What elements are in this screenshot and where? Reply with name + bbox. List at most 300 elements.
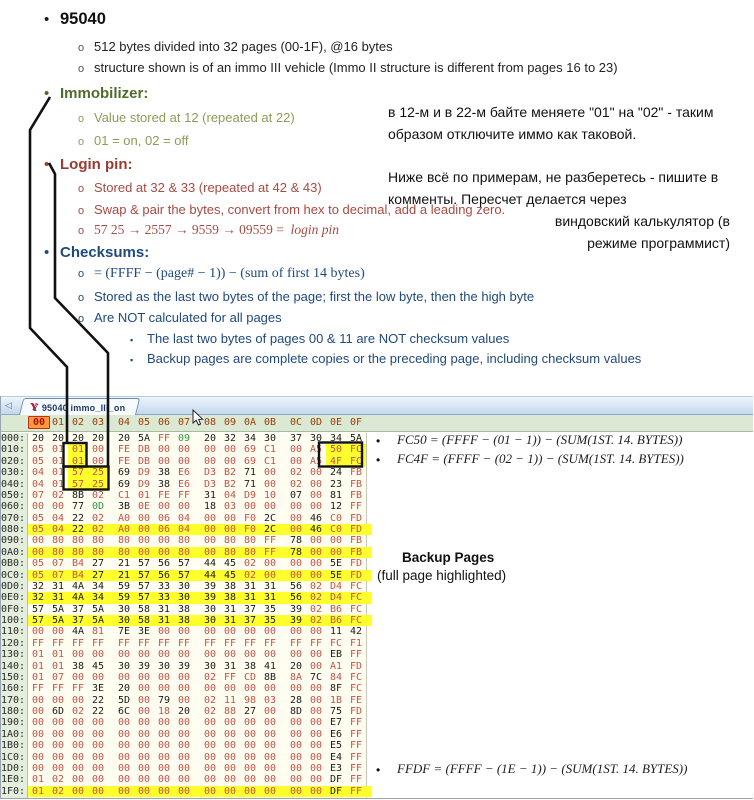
hex-byte[interactable]: 00 [51, 501, 65, 513]
column-header-0E[interactable]: 0E [329, 417, 343, 428]
hex-byte[interactable]: E7 [329, 717, 343, 729]
hex-byte[interactable]: 07 [289, 489, 303, 501]
hex-byte[interactable]: 88 [223, 706, 237, 717]
hex-byte[interactable]: 30 [203, 615, 217, 626]
hex-byte[interactable]: 00 [203, 740, 217, 752]
hex-byte[interactable]: D9 [243, 489, 257, 501]
hex-byte[interactable]: 04 [31, 478, 45, 490]
hex-byte[interactable]: 00 [243, 762, 257, 774]
hex-byte[interactable]: 22 [91, 694, 105, 706]
hex-byte[interactable]: 80 [243, 535, 257, 547]
hex-byte[interactable]: 39 [289, 603, 303, 615]
hex-byte[interactable]: 00 [177, 751, 191, 763]
hex-byte[interactable]: 00 [243, 649, 257, 661]
hex-byte[interactable]: FF [137, 637, 151, 649]
hex-byte[interactable]: 00 [51, 740, 65, 752]
hex-byte[interactable]: F0 [243, 512, 257, 524]
hex-byte[interactable]: 18 [157, 706, 171, 717]
hex-byte[interactable]: 57 [68, 479, 88, 490]
hex-byte[interactable]: 00 [117, 751, 131, 763]
hex-byte[interactable]: 00 [31, 694, 45, 706]
hex-byte[interactable]: D3 [203, 478, 217, 490]
hex-byte[interactable]: 00 [223, 524, 237, 535]
hex-byte[interactable]: 39 [289, 615, 303, 626]
hex-byte[interactable]: 00 [157, 649, 171, 661]
hex-byte[interactable]: 35 [263, 615, 277, 626]
column-header-0A[interactable]: 0A [243, 417, 257, 428]
hex-byte[interactable]: 00 [289, 524, 303, 535]
column-header-05[interactable]: 05 [137, 417, 151, 428]
hex-byte[interactable]: 00 [263, 478, 277, 490]
hex-byte[interactable]: 00 [91, 455, 105, 467]
hex-byte[interactable]: 57 [177, 569, 191, 581]
hex-byte[interactable]: 00 [263, 706, 277, 717]
hex-byte[interactable]: 00 [263, 774, 277, 786]
hex-byte[interactable]: 04 [51, 512, 65, 524]
hex-byte[interactable]: FD [349, 660, 363, 672]
hex-byte[interactable]: 00 [71, 717, 85, 729]
hex-byte[interactable]: 80 [177, 546, 191, 558]
hex-byte[interactable]: E6 [329, 728, 343, 740]
hex-byte[interactable]: 00 [157, 501, 171, 513]
hex-byte[interactable]: 00 [289, 569, 303, 581]
hex-byte[interactable]: 22 [71, 512, 85, 524]
hex-byte[interactable]: 00 [309, 535, 323, 547]
hex-byte[interactable]: 37 [71, 603, 85, 615]
hex-byte[interactable]: 28 [289, 694, 303, 706]
hex-byte[interactable]: 45 [91, 660, 105, 672]
hex-byte[interactable]: FD [349, 569, 363, 581]
hex-byte[interactable]: FC [349, 683, 363, 695]
hex-byte[interactable]: 00 [223, 683, 237, 695]
hex-byte[interactable]: 00 [137, 774, 151, 786]
hex-byte[interactable]: 02 [289, 467, 303, 479]
hex-byte[interactable]: 00 [289, 501, 303, 513]
hex-byte[interactable]: FF [349, 785, 363, 797]
hex-byte[interactable]: 02 [203, 671, 217, 683]
hex-byte[interactable]: 00 [117, 774, 131, 786]
hex-byte[interactable]: 20 [51, 433, 65, 444]
hex-byte[interactable]: FF [349, 762, 363, 774]
hex-byte[interactable]: 39 [203, 592, 217, 604]
hex-byte[interactable]: DB [137, 455, 151, 467]
hex-byte[interactable]: 04 [223, 489, 237, 501]
hex-byte[interactable]: 22 [71, 524, 85, 535]
hex-byte[interactable]: 38 [157, 467, 171, 479]
hex-byte[interactable]: 57 [177, 558, 191, 570]
hex-byte[interactable]: 80 [71, 535, 85, 547]
hex-byte[interactable]: 24 [329, 467, 343, 479]
column-header-04[interactable]: 04 [117, 417, 131, 428]
hex-byte[interactable]: 39 [203, 580, 217, 592]
hex-byte[interactable]: 00 [243, 683, 257, 695]
hex-byte[interactable]: FB [349, 489, 363, 501]
hex-byte[interactable]: B4 [71, 558, 85, 570]
column-header-0D[interactable]: 0D [309, 417, 323, 428]
hex-byte[interactable]: 78 [289, 546, 303, 558]
hex-byte[interactable]: 00 [289, 649, 303, 661]
hex-byte[interactable]: C1 [263, 444, 277, 456]
hex-byte[interactable]: E3 [329, 762, 343, 774]
hex-byte[interactable]: 00 [91, 740, 105, 752]
hex-byte[interactable]: B2 [223, 467, 237, 479]
hex-byte[interactable]: 00 [157, 785, 171, 797]
hex-byte[interactable]: 01 [51, 444, 65, 456]
hex-byte[interactable]: 00 [289, 762, 303, 774]
hex-byte[interactable]: 00 [177, 785, 191, 797]
hex-byte[interactable]: 01 [51, 467, 65, 479]
hex-byte[interactable]: 33 [157, 580, 171, 592]
hex-byte[interactable]: 5A [51, 615, 65, 626]
hex-byte[interactable]: 5A [91, 615, 105, 626]
hex-byte[interactable]: 46 [309, 524, 323, 535]
hex-byte[interactable]: C1 [117, 489, 131, 501]
hex-byte[interactable]: 02 [91, 512, 105, 524]
hex-byte[interactable]: 80 [223, 535, 237, 547]
hex-byte[interactable]: 5E [329, 558, 343, 570]
hex-byte[interactable]: 75 [329, 706, 343, 717]
hex-byte[interactable]: 00 [117, 728, 131, 740]
hex-byte[interactable]: 00 [203, 626, 217, 638]
hex-byte[interactable]: 58 [137, 615, 151, 626]
hex-byte[interactable]: 00 [289, 751, 303, 763]
hex-byte[interactable]: 80 [91, 546, 105, 558]
hex-byte[interactable]: 05 [31, 444, 45, 456]
hex-byte[interactable]: 00 [157, 717, 171, 729]
hex-byte[interactable]: 20 [31, 433, 45, 444]
hex-byte[interactable]: 12 [329, 501, 343, 513]
hex-byte[interactable]: 31 [51, 592, 65, 604]
hex-byte[interactable]: E6 [177, 478, 191, 490]
hex-byte[interactable]: 00 [71, 785, 85, 797]
hex-byte[interactable]: FF [91, 637, 105, 649]
hex-byte[interactable]: 00 [203, 762, 217, 774]
hex-byte[interactable]: 00 [243, 717, 257, 729]
hex-byte[interactable]: 27 [243, 706, 257, 717]
hex-byte[interactable]: 00 [91, 751, 105, 763]
hex-byte[interactable]: 07 [51, 569, 65, 581]
hex-byte[interactable]: 8A [289, 671, 303, 683]
hex-byte[interactable]: FB [349, 478, 363, 490]
hex-byte[interactable]: 25 [88, 467, 108, 478]
hex-byte[interactable]: 03 [223, 501, 237, 513]
hex-byte[interactable]: 00 [203, 524, 217, 535]
hex-byte[interactable]: FF [349, 774, 363, 786]
hex-byte[interactable]: FF [117, 637, 131, 649]
hex-byte[interactable]: 00 [263, 649, 277, 661]
hex-byte[interactable]: B6 [329, 615, 343, 626]
hex-byte[interactable]: 31 [203, 489, 217, 501]
hex-byte[interactable]: FF [223, 671, 237, 683]
hex-byte[interactable]: 30 [203, 660, 217, 672]
hex-byte[interactable]: 38 [177, 615, 191, 626]
hex-byte[interactable]: 00 [289, 774, 303, 786]
hex-byte[interactable]: 00 [289, 626, 303, 638]
hex-byte[interactable]: 01 [51, 649, 65, 661]
hex-byte[interactable]: 77 [71, 501, 85, 513]
hex-byte[interactable]: 0E [137, 501, 151, 513]
hex-byte[interactable]: 07 [51, 558, 65, 570]
hex-byte[interactable]: 31 [263, 580, 277, 592]
hex-byte[interactable]: 00 [309, 774, 323, 786]
hex-byte[interactable]: 00 [157, 740, 171, 752]
hex-byte[interactable]: 2C [263, 524, 277, 535]
hex-byte[interactable]: 00 [31, 751, 45, 763]
hex-byte[interactable]: 39 [177, 660, 191, 672]
hex-byte[interactable]: DF [329, 774, 343, 786]
hex-byte[interactable]: FF [157, 433, 171, 444]
hex-byte[interactable]: EB [329, 649, 343, 661]
hex-byte[interactable]: 00 [203, 774, 217, 786]
hex-byte[interactable]: 00 [223, 455, 237, 467]
hex-byte[interactable]: FC [346, 444, 366, 455]
hex-byte[interactable]: 00 [31, 535, 45, 547]
hex-byte[interactable]: 00 [243, 751, 257, 763]
hex-byte[interactable]: 00 [137, 728, 151, 740]
hex-byte[interactable]: 00 [309, 501, 323, 513]
hex-byte[interactable]: 27 [91, 569, 105, 581]
hex-byte[interactable]: 02 [51, 774, 65, 786]
hex-byte[interactable]: 42 [349, 626, 363, 638]
hex-byte[interactable]: FF [157, 637, 171, 649]
hex-byte[interactable]: 00 [137, 694, 151, 706]
hex-byte[interactable]: 00 [263, 467, 277, 479]
hex-byte[interactable]: 8F [329, 683, 343, 695]
hex-byte[interactable]: FF [71, 637, 85, 649]
hex-byte[interactable]: 00 [51, 626, 65, 638]
hex-byte[interactable]: 06 [157, 524, 171, 535]
hex-byte[interactable]: FF [309, 637, 323, 649]
hex-byte[interactable]: 00 [263, 785, 277, 797]
hex-byte[interactable]: 00 [223, 762, 237, 774]
hex-byte[interactable]: 30 [177, 580, 191, 592]
hex-byte[interactable]: 00 [263, 762, 277, 774]
hex-byte[interactable]: 71 [243, 478, 257, 490]
hex-byte[interactable]: 98 [243, 694, 257, 706]
hex-byte[interactable]: 5A [91, 603, 105, 615]
hex-byte[interactable]: 30 [117, 615, 131, 626]
hex-byte[interactable]: 01 [137, 489, 151, 501]
hex-byte[interactable]: FF [177, 637, 191, 649]
hex-byte[interactable]: 20 [71, 433, 85, 444]
hex-byte[interactable]: 00 [137, 546, 151, 558]
hex-byte[interactable]: 78 [289, 535, 303, 547]
hex-byte[interactable]: 01 [31, 649, 45, 661]
hex-byte[interactable]: 30 [263, 433, 277, 444]
hex-byte[interactable]: D9 [137, 478, 151, 490]
hex-byte[interactable]: 00 [71, 694, 85, 706]
hex-byte[interactable]: 69 [243, 455, 257, 467]
hex-byte[interactable]: 00 [223, 649, 237, 661]
hex-byte[interactable]: FF [289, 637, 303, 649]
hex-byte[interactable]: 41 [263, 660, 277, 672]
hex-byte[interactable]: 33 [157, 592, 171, 604]
hex-byte[interactable]: 00 [203, 455, 217, 467]
column-header-00[interactable]: 00 [28, 416, 50, 429]
hex-byte[interactable]: 22 [91, 706, 105, 717]
hex-byte[interactable]: A0 [117, 524, 131, 535]
hex-byte[interactable]: 00 [263, 717, 277, 729]
hex-byte[interactable]: 00 [203, 751, 217, 763]
hex-byte[interactable]: 45 [223, 569, 237, 581]
hex-byte[interactable]: 00 [243, 728, 257, 740]
hex-byte[interactable]: 00 [157, 728, 171, 740]
hex-byte[interactable]: 31 [157, 603, 171, 615]
hex-byte[interactable]: CD [243, 671, 257, 683]
hex-byte[interactable]: 34 [91, 580, 105, 592]
hex-byte[interactable]: 00 [91, 785, 105, 797]
hex-byte[interactable]: 00 [223, 740, 237, 752]
hex-byte[interactable]: 81 [91, 626, 105, 638]
hex-byte[interactable]: 71 [243, 467, 257, 479]
hex-byte[interactable]: 00 [263, 683, 277, 695]
hex-byte[interactable]: 11 [223, 694, 237, 706]
hex-byte[interactable]: 07 [31, 489, 45, 501]
hex-byte[interactable]: FF [263, 535, 277, 547]
hex-byte[interactable]: 31 [243, 592, 257, 604]
hex-byte[interactable]: 30 [203, 603, 217, 615]
hex-byte[interactable]: 30 [117, 660, 131, 672]
hex-byte[interactable]: 20 [177, 706, 191, 717]
hex-byte[interactable]: 00 [117, 717, 131, 729]
hex-byte[interactable]: 00 [71, 671, 85, 683]
hex-byte[interactable]: 02 [289, 478, 303, 490]
hex-byte[interactable]: 69 [117, 478, 131, 490]
hex-byte[interactable]: 00 [177, 444, 191, 456]
hex-byte[interactable]: 00 [263, 728, 277, 740]
hex-byte[interactable]: 00 [223, 728, 237, 740]
hex-byte[interactable]: 30 [157, 660, 171, 672]
hex-byte[interactable]: 00 [157, 671, 171, 683]
hex-byte[interactable]: 00 [309, 717, 323, 729]
hex-byte[interactable]: 00 [91, 717, 105, 729]
hex-byte[interactable]: 00 [329, 546, 343, 558]
column-header-08[interactable]: 08 [203, 417, 217, 428]
hex-byte[interactable]: A0 [117, 512, 131, 524]
hex-byte[interactable]: 00 [137, 671, 151, 683]
hex-byte[interactable]: 00 [71, 751, 85, 763]
hex-byte[interactable]: 80 [51, 535, 65, 547]
column-header-0B[interactable]: 0B [263, 417, 277, 428]
hex-byte[interactable]: 5A [349, 433, 363, 444]
hex-byte[interactable]: 37 [71, 615, 85, 626]
hex-byte[interactable]: 31 [223, 660, 237, 672]
hex-byte[interactable]: 00 [243, 774, 257, 786]
hex-byte[interactable]: C1 [263, 455, 277, 467]
hex-byte[interactable]: 00 [31, 717, 45, 729]
hex-byte[interactable]: FD [349, 558, 363, 570]
hex-byte[interactable]: 00 [157, 626, 171, 638]
hex-byte[interactable]: 00 [309, 489, 323, 501]
hex-byte[interactable]: FE [157, 489, 171, 501]
hex-byte[interactable]: 59 [117, 592, 131, 604]
hex-byte[interactable]: 80 [177, 535, 191, 547]
hex-byte[interactable]: 6C [117, 706, 131, 717]
hex-byte[interactable]: A5 [309, 455, 323, 467]
hex-byte[interactable]: 00 [203, 683, 217, 695]
hex-byte[interactable]: D4 [329, 580, 343, 592]
hex-byte[interactable]: 3E [91, 683, 105, 695]
hex-byte[interactable]: 00 [223, 751, 237, 763]
hex-byte[interactable]: 56 [289, 580, 303, 592]
hex-byte[interactable]: FF [349, 728, 363, 740]
hex-byte[interactable]: 01 [68, 444, 88, 455]
hex-byte[interactable]: FB [349, 535, 363, 547]
hex-byte[interactable]: A1 [329, 660, 343, 672]
hex-byte[interactable]: 00 [203, 649, 217, 661]
hex-byte[interactable]: 01 [51, 455, 65, 467]
hex-byte[interactable]: F0 [243, 524, 257, 535]
hex-byte[interactable]: 00 [223, 626, 237, 638]
hex-byte[interactable]: 6D [51, 706, 65, 717]
hex-byte[interactable]: 00 [137, 751, 151, 763]
hex-byte[interactable]: 04 [31, 467, 45, 479]
hex-byte[interactable]: 00 [263, 751, 277, 763]
hex-byte[interactable]: 4A [71, 626, 85, 638]
hex-byte[interactable]: 00 [137, 717, 151, 729]
hex-byte[interactable]: 00 [177, 683, 191, 695]
hex-byte[interactable]: 00 [289, 558, 303, 570]
hex-byte[interactable]: 00 [309, 785, 323, 797]
hex-byte[interactable]: 31 [243, 580, 257, 592]
hex-byte[interactable]: 32 [31, 592, 45, 604]
hex-byte[interactable]: 00 [203, 546, 217, 558]
hex-byte[interactable]: 57 [137, 592, 151, 604]
hex-byte[interactable]: 02 [51, 489, 65, 501]
hex-byte[interactable]: 56 [157, 569, 171, 581]
hex-byte[interactable]: 80 [71, 546, 85, 558]
hex-byte[interactable]: 57 [137, 580, 151, 592]
hex-byte[interactable]: 69 [117, 467, 131, 479]
hex-byte[interactable]: 00 [91, 762, 105, 774]
hex-byte[interactable]: 00 [137, 512, 151, 524]
hex-byte[interactable]: FC [349, 580, 363, 592]
hex-byte[interactable]: 00 [243, 501, 257, 513]
hex-byte[interactable]: 01 [31, 660, 45, 672]
hex-byte[interactable]: 03 [263, 694, 277, 706]
hex-byte[interactable]: 00 [157, 546, 171, 558]
hex-byte[interactable]: 80 [243, 546, 257, 558]
hex-byte[interactable]: 27 [91, 558, 105, 570]
hex-byte[interactable]: 4A [71, 580, 85, 592]
hex-byte[interactable]: 01 [51, 478, 65, 490]
hex-byte[interactable]: FB [349, 546, 363, 558]
hex-byte[interactable]: 31 [263, 592, 277, 604]
hex-byte[interactable]: 00 [263, 501, 277, 513]
hex-byte[interactable]: 00 [177, 717, 191, 729]
hex-byte[interactable]: 37 [289, 433, 303, 444]
hex-byte[interactable]: 57 [137, 569, 151, 581]
hex-byte[interactable]: 11 [329, 626, 343, 638]
hex-byte[interactable]: 44 [203, 569, 217, 581]
hex-byte[interactable]: FF [203, 637, 217, 649]
hex-byte[interactable]: 35 [263, 603, 277, 615]
hex-byte[interactable]: 00 [177, 694, 191, 706]
hex-byte[interactable]: B2 [223, 478, 237, 490]
hex-byte[interactable]: FD [349, 512, 363, 524]
hex-byte[interactable]: B6 [329, 603, 343, 615]
hex-byte[interactable]: 31 [223, 615, 237, 626]
hex-byte[interactable]: 84 [329, 671, 343, 683]
hex-byte[interactable]: 00 [309, 762, 323, 774]
hex-byte[interactable]: 00 [203, 785, 217, 797]
hex-byte[interactable]: 00 [203, 512, 217, 524]
hex-byte[interactable]: 02 [203, 706, 217, 717]
hex-byte[interactable]: 00 [289, 740, 303, 752]
hex-byte[interactable]: 02 [51, 785, 65, 797]
hex-byte[interactable]: 56 [289, 592, 303, 604]
hex-byte[interactable]: FF [349, 649, 363, 661]
